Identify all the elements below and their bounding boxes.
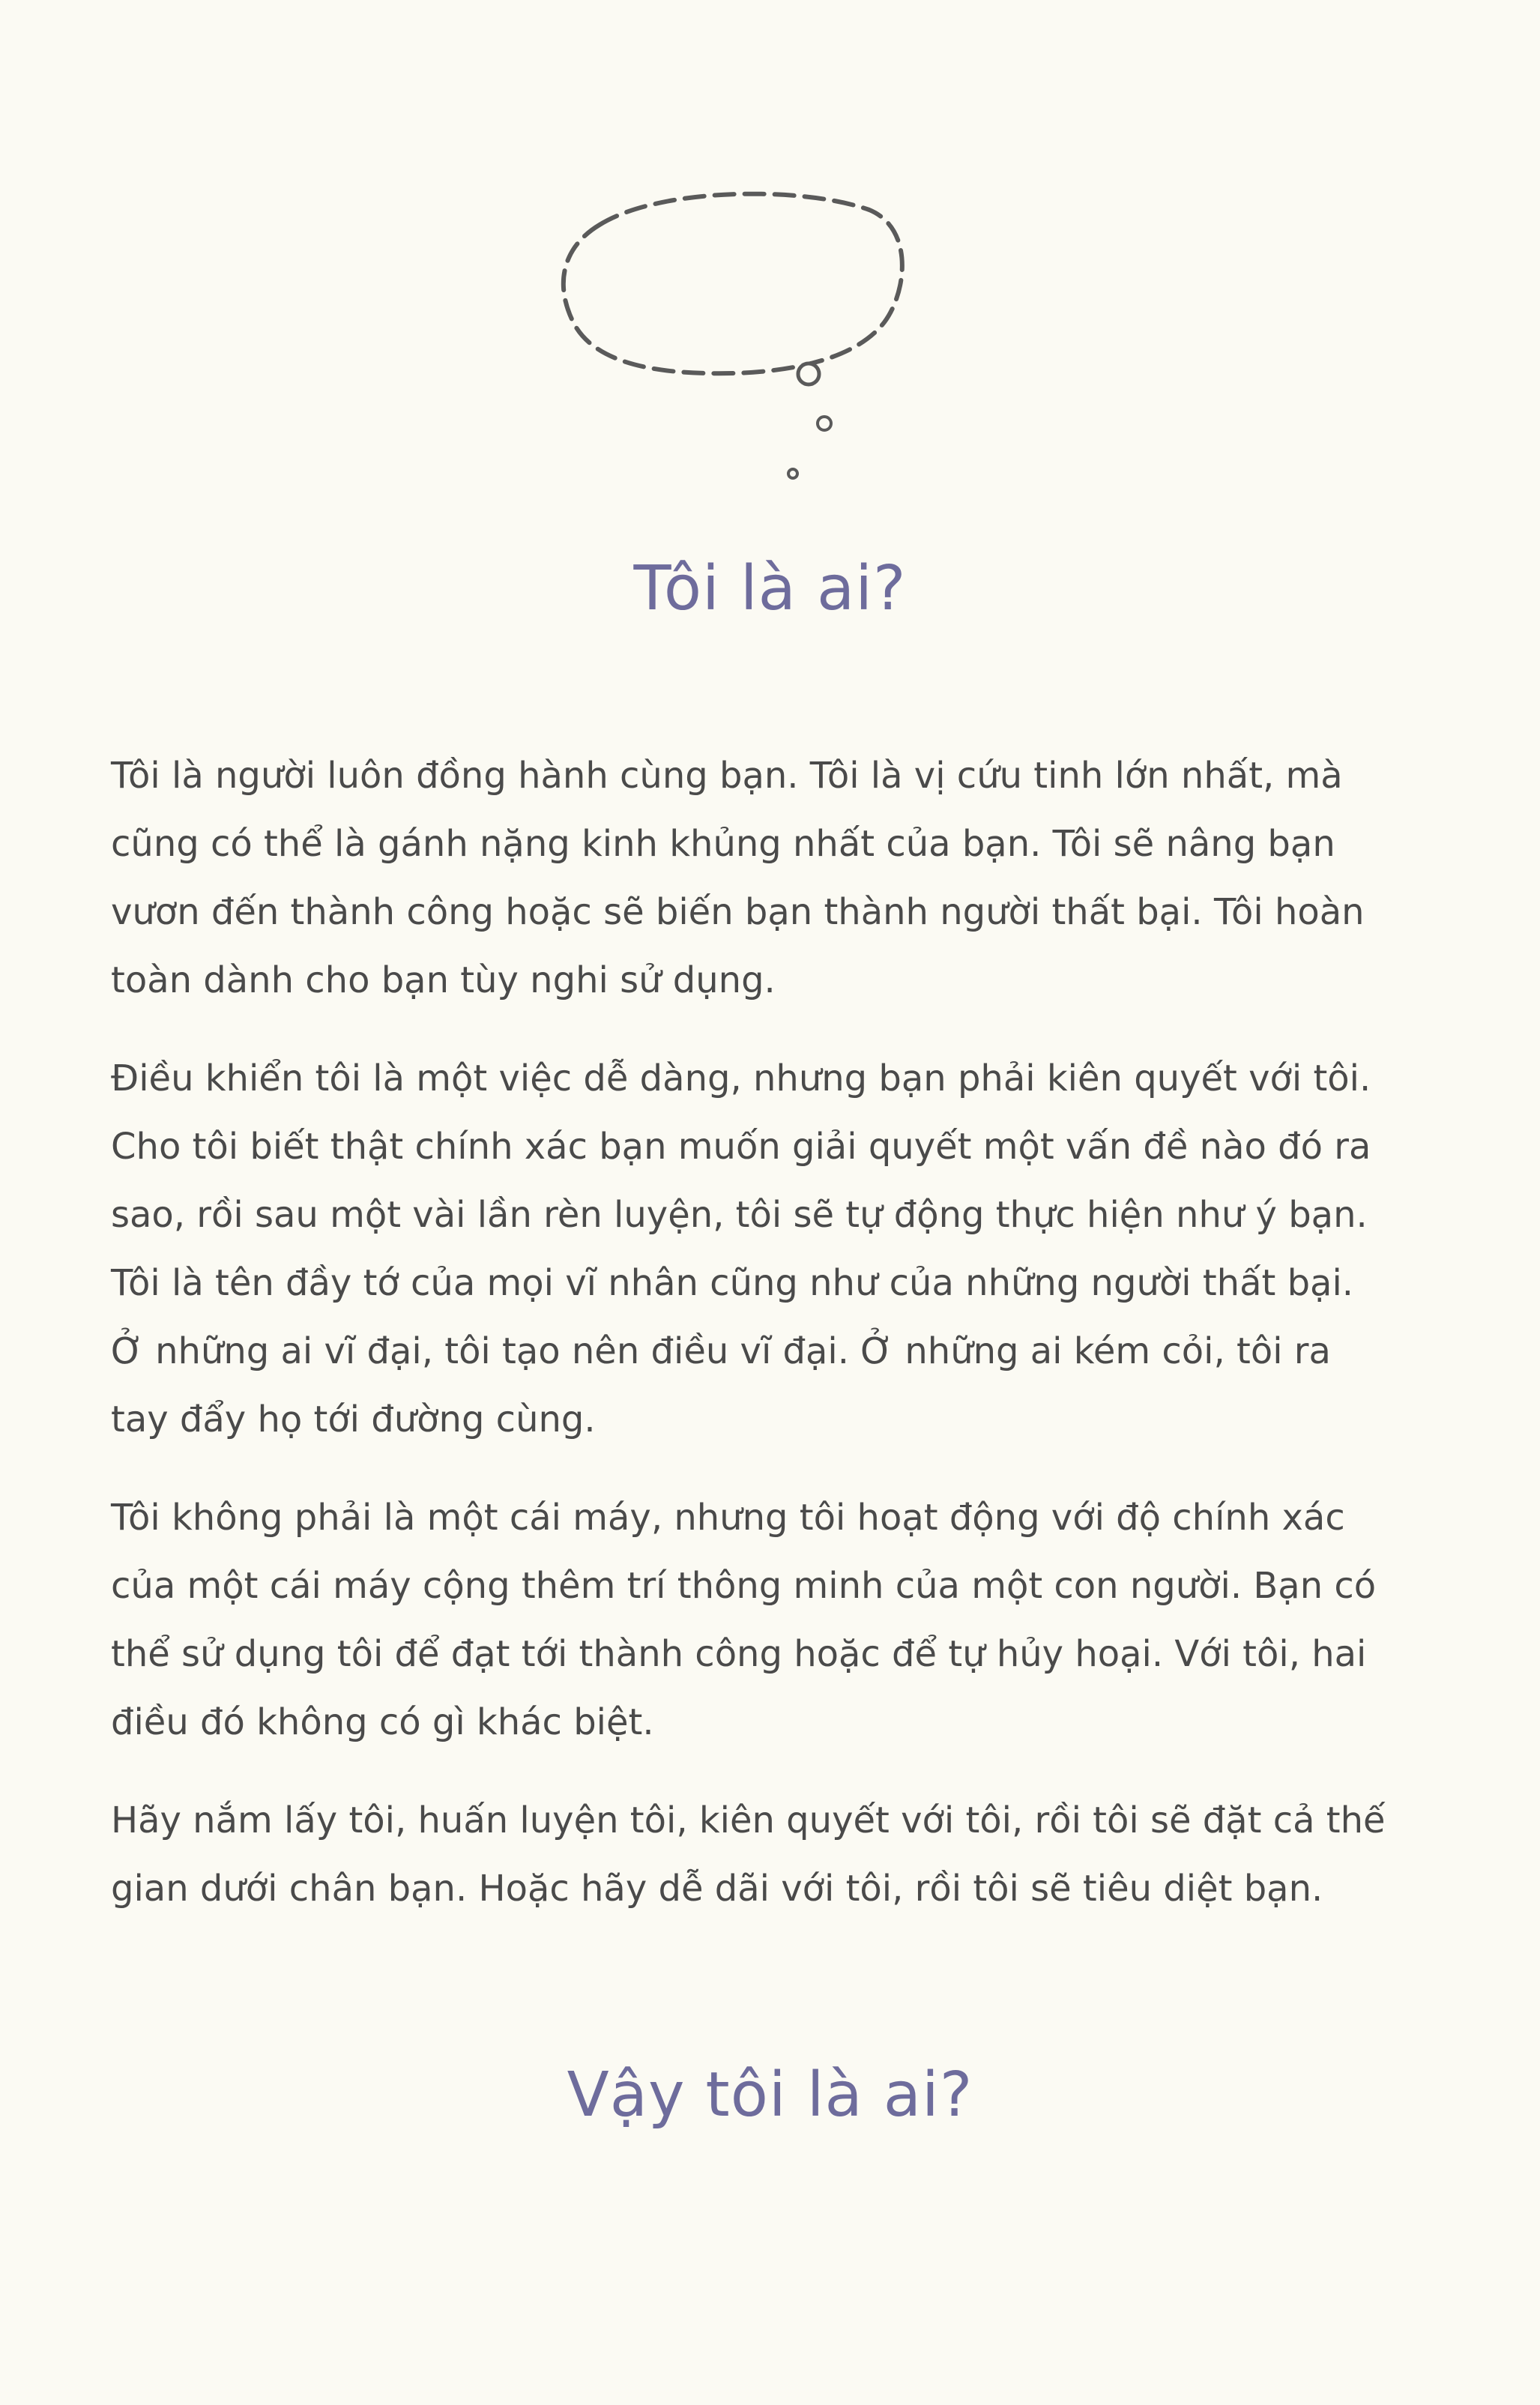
page-title: Tôi là ai?	[633, 553, 907, 624]
paragraph-4: Hãy nắm lấy tôi, huấn luyện tôi, kiên quyết với tôi, rồi tôi sẽ đặt cả thế gian dưới chân bạn. Hoặc hãy dễ dãi với tôi, rồi tôi sẽ tiêu diệt bạn.	[111, 1799, 1386, 1910]
body-text	[111, 742, 1394, 1953]
paragraph-2: Điều khiển tôi là một việc dễ dàng, nhưng bạn phải kiên quyết với tôi. Cho tôi biết thật chính xác bạn muốn giải quyết một vấn đề nào đó ra sao, rồi sau một vài lần rèn luyện, tôi sẽ tự động thực hiện như ý bạn. Tôi là tên đầy tớ của mọi vĩ nhân cũng như của những người thất bại. Ở những ai vĩ đại, tôi tạo nên điều vĩ đại. Ở những ai kém cỏi, tôi ra tay đẩy họ tới đường cùng.	[111, 1057, 1371, 1440]
closing-question: Vậy tôi là ai?	[567, 2060, 973, 2131]
paragraph-1: Tôi là người luôn đồng hành cùng bạn. Tôi là vị cứu tinh lớn nhất, mà cũng có thể là gánh nặng kinh khủng nhất của bạn. Tôi sẽ nâng bạn vươn đến thành công hoặc sẽ biến bạn thành người thất bại. Tôi hoàn toàn dành cho bạn tùy nghi sử dụng.	[111, 755, 1365, 1001]
paragraph-3: Tôi không phải là một cái máy, nhưng tôi hoạt động với độ chính xác của một cái máy cộng thêm trí thông minh của một con người. Bạn có thể sử dụng tôi để đạt tới thành công hoặc để tự hủy hoại. Với tôi, hai điều đó không có gì khác biệt.	[111, 1497, 1377, 1743]
thought-bubble-icon	[555, 180, 914, 495]
